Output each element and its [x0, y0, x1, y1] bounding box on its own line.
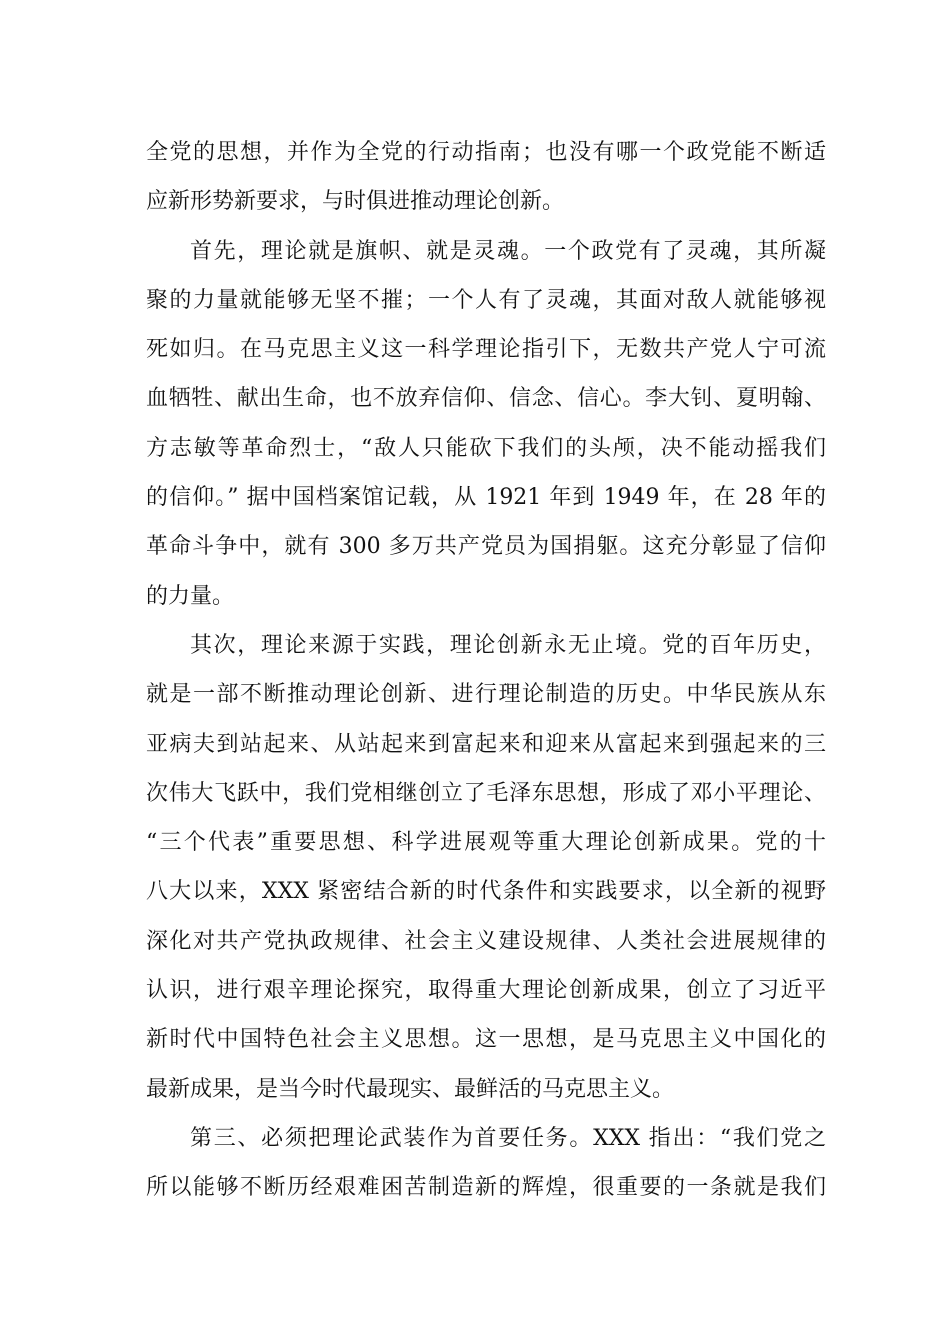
text-line-16: 八大以来，XXX 紧密结合新的时代条件和实践要求，以全新的视野: [146, 879, 826, 905]
text-line-6: 血牺牲、献出生命，也不放弃信仰、信念、信心。李大钊、夏明翰、: [146, 386, 826, 412]
body-text: [146, 128, 826, 1213]
text-line-7: 方志敏等革命烈士，“敌人只能砍下我们的头颅，决不能动摇我们: [146, 435, 826, 461]
text-line-14: 次伟大飞跃中，我们党相继创立了毛泽东思想，形成了邓小平理论、: [146, 780, 826, 806]
text-line-5: 死如归。在马克思主义这一科学理论指引下，无数共产党人宁可流: [146, 337, 826, 363]
text-line-19: 新时代中国特色社会主义思想。这一思想，是马克思主义中国化的: [146, 1027, 826, 1053]
text-line-12: 就是一部不断推动理论创新、进行理论制造的历史。中华民族从东: [146, 682, 826, 708]
text-line-17: 深化对共产党执政规律、社会主义建设规律、人类社会进展规律的: [146, 928, 826, 954]
text-line-22: 所以能够不断历经艰难困苦制造新的辉煌，很重要的一条就是我们: [146, 1175, 826, 1201]
text-line-1: 全党的思想，并作为全党的行动指南；也没有哪一个政党能不断适: [146, 140, 826, 165]
text-line-18: 认识，进行艰辛理论探究，取得重大理论创新成果，创立了习近平: [146, 978, 826, 1004]
text-line-13: 亚病夫到站起来、从站起来到富起来和迎来从富起来到强起来的三: [146, 731, 826, 757]
text-line-20: 最新成果，是当今时代最现实、最鲜活的马克思主义。: [146, 1076, 675, 1102]
text-line-4: 聚的力量就能够无坚不摧；一个人有了灵魂，其面对敌人就能够视: [146, 287, 826, 313]
text-line-8: 的信仰。” 据中国档案馆记载，从 1921 年到 1949 年，在 28 年的: [146, 485, 826, 511]
text-line-3-paragraph-start: 首先，理论就是旗帜、就是灵魂。一个政党有了灵魂，其所凝: [190, 238, 826, 264]
text-line-21-paragraph-start: 第三、必须把理论武装作为首要任务。XXX 指出：“我们党之: [190, 1125, 826, 1151]
text-line-9: 革命斗争中，就有 300 多万共产党员为国捐躯。这充分彰显了信仰: [146, 534, 826, 560]
text-line-10: 的力量。: [146, 583, 235, 609]
text-line-2: 应新形势新要求，与时俱进推动理论创新。: [146, 189, 565, 215]
text-line-11-paragraph-start: 其次，理论来源于实践，理论创新永无止境。党的百年历史，: [190, 632, 826, 658]
text-line-15: “三个代表”重要思想、科学进展观等重大理论创新成果。党的十: [146, 830, 826, 856]
